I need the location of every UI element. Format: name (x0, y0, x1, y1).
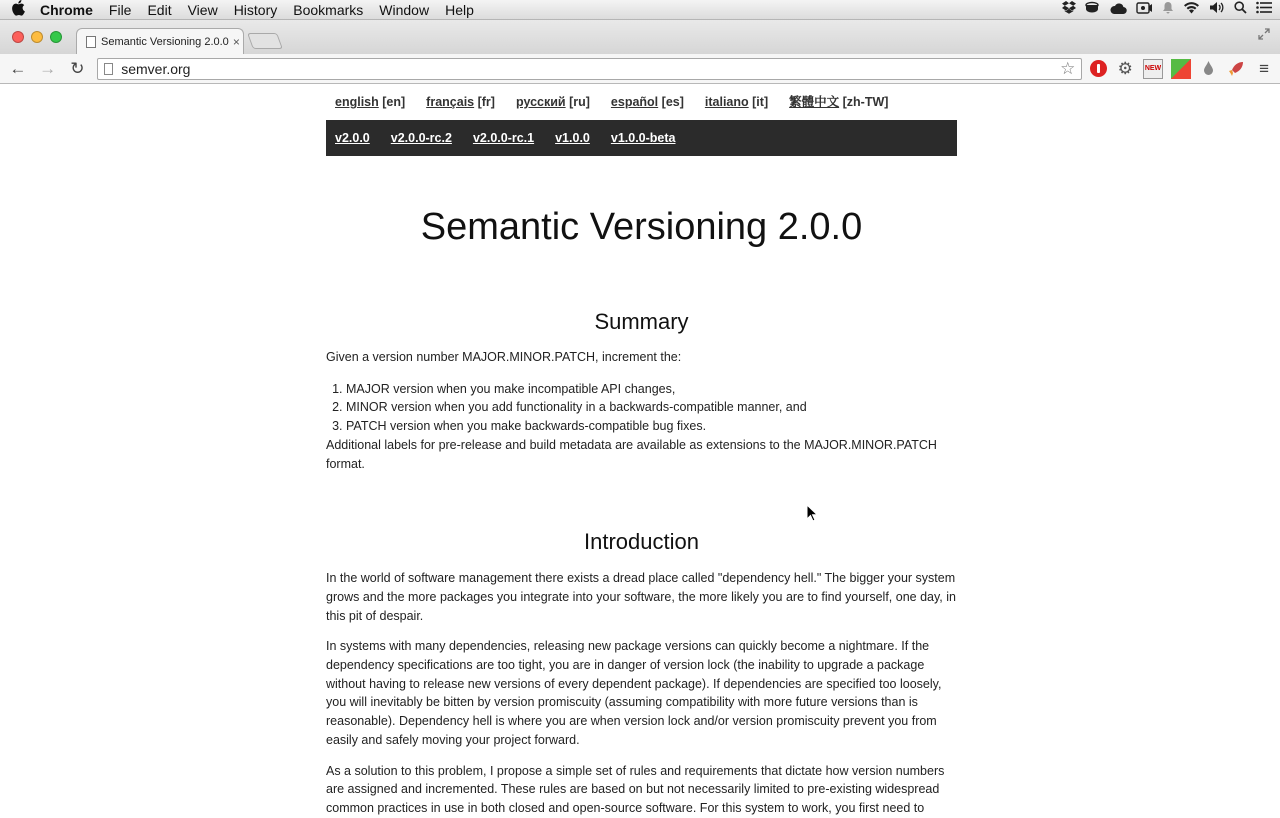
cloud-icon[interactable] (1110, 0, 1127, 20)
adblock-icon[interactable] (1090, 60, 1107, 77)
spotlight-search-icon[interactable] (1234, 0, 1247, 20)
chrome-menu-icon[interactable]: ≡ (1259, 58, 1270, 78)
introduction-paragraph-3: As a solution to this problem, I propose a simple set of rules and requirements that dictate how version numbers are assigned and incremented. These rules are based on but not necessarily limited to pre-existing widespread common practices in use in both closed and open-source software. For this system to work, you first need to (326, 763, 945, 815)
summary-heading: Summary (594, 309, 689, 334)
language-link-it[interactable]: italiano [it] (704, 95, 769, 109)
version-link-2-0-0[interactable]: v2.0.0 (335, 130, 370, 145)
notification-bell-icon[interactable] (1162, 0, 1174, 20)
new-tab-button[interactable] (247, 33, 283, 49)
address-bar[interactable] (97, 58, 1082, 80)
dropbox-icon[interactable] (1062, 0, 1076, 20)
menu-history[interactable]: History (233, 1, 278, 18)
menu-window[interactable]: Window (379, 1, 430, 18)
minimize-window-button[interactable] (31, 31, 43, 43)
menu-help[interactable]: Help (445, 1, 474, 18)
forward-button[interactable]: → (39, 58, 57, 78)
active-tab[interactable] (76, 28, 244, 54)
language-bar (326, 85, 957, 120)
version-link-1-0-0-beta[interactable]: v1.0.0-beta (610, 130, 676, 145)
window-controls (12, 31, 62, 43)
wifi-icon[interactable] (1183, 0, 1200, 20)
summary-list (326, 380, 957, 436)
language-link-es[interactable]: español [es] (610, 95, 684, 109)
macos-menu-bar (0, 0, 1280, 20)
close-window-button[interactable] (12, 31, 24, 43)
menu-edit[interactable]: Edit (147, 1, 172, 18)
language-link-zh-tw[interactable]: 繁體中文 [zh-TW] (789, 95, 889, 109)
apple-menu-icon[interactable] (0, 0, 36, 19)
summary-lead: Given a version number MAJOR.MINOR.PATCH, increment the: (326, 350, 682, 364)
summary-additional: Additional labels for pre-release and build metadata are available as extensions to the MAJOR.MINOR.PATCH format. (326, 437, 937, 471)
language-link-ru[interactable]: русский [ru] (515, 95, 590, 109)
menu-file[interactable]: File (108, 1, 132, 18)
page-info-icon[interactable] (104, 63, 113, 75)
page-content (326, 85, 957, 818)
menu-app-name[interactable]: Chrome (40, 1, 93, 18)
status-icons (1062, 0, 1280, 20)
page-favicon-icon (86, 36, 96, 48)
bookmark-star-icon[interactable]: ☆ (1060, 58, 1076, 78)
browser-toolbar (0, 54, 1280, 84)
grid-icon[interactable] (1171, 59, 1191, 79)
notification-center-icon[interactable] (1256, 0, 1272, 20)
back-button[interactable]: ← (9, 58, 27, 78)
version-link-2-0-0-rc1[interactable]: v2.0.0-rc.1 (472, 130, 535, 145)
news-icon[interactable]: NEW (1143, 59, 1163, 79)
page-title: Semantic Versioning 2.0.0 (420, 206, 863, 248)
version-link-2-0-0-rc2[interactable]: v2.0.0-rc.2 (390, 130, 452, 145)
volume-icon[interactable] (1209, 0, 1225, 20)
reload-button[interactable]: ↻ (70, 58, 85, 78)
summary-item-patch: 3. PATCH version when you make backwards-compatible bug fixes. (346, 417, 957, 436)
version-link-1-0-0[interactable]: v1.0.0 (555, 130, 590, 145)
tab-title: Semantic Versioning 2.0.0 (101, 35, 229, 48)
gear-icon[interactable]: ⚙ (1117, 58, 1133, 78)
drop-icon[interactable] (1199, 59, 1219, 79)
close-tab-icon[interactable]: × (232, 34, 240, 49)
introduction-heading: Introduction (584, 529, 699, 555)
language-link-fr[interactable]: français [fr] (426, 95, 495, 109)
menu-view[interactable]: View (187, 1, 218, 18)
menu-bookmarks[interactable]: Bookmarks (293, 1, 364, 18)
rocket-icon[interactable] (1226, 59, 1246, 79)
language-link-en[interactable]: english [en] (335, 95, 406, 109)
coffee-cup-icon[interactable] (1085, 0, 1101, 20)
browser-tab-strip (0, 20, 1280, 54)
summary-item-major: 1. MAJOR version when you make incompatible API changes, (346, 380, 957, 399)
summary-item-minor: 2. MINOR version when you add functionality in a backwards-compatible manner, and (346, 398, 957, 417)
introduction-paragraph-1: In the world of software management there exists a dread place called "dependency hell." The bigger your system grows and the more packages you integrate into your software, the more likely you are to find yourself, one day, in this pit of despair. (326, 571, 956, 623)
introduction-paragraph-2: In systems with many dependencies, releasing new package versions can quickly become a nightmare. If the dependency specifications are too tight, you are in danger of version lock (the inability to upgrade a package without having to release new versions of every dependent package). If dependencies are specified too loosely, you will inevitably be bitten by version promiscuity (assuming compatibility with more future versions than is reasonable). Dependency hell is where you are when version lock and/or version promiscuity prevent you from easily and safely moving your project forward. (326, 639, 942, 747)
zoom-window-button[interactable] (50, 31, 62, 43)
version-nav-bar (326, 120, 957, 156)
fullscreen-icon[interactable] (1258, 28, 1270, 43)
screen-record-icon[interactable] (1136, 0, 1153, 20)
page-viewport (0, 85, 1280, 815)
address-bar-url[interactable]: semver.org (121, 60, 191, 77)
